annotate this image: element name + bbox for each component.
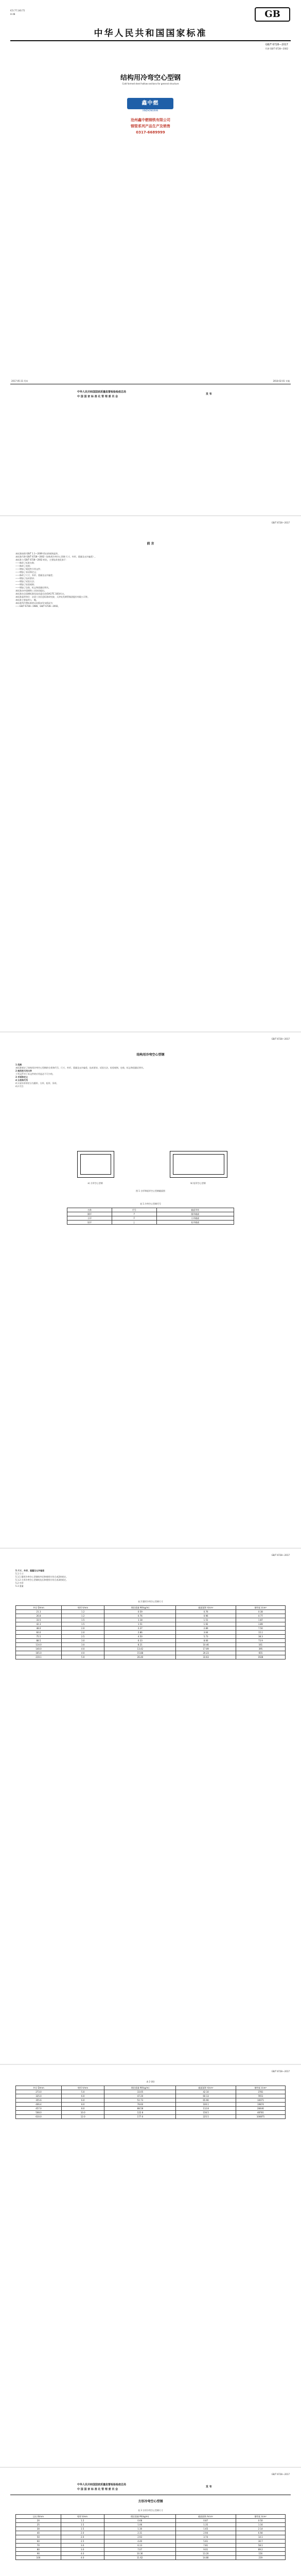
table-row: 273.0 5.0 33.05 42.10 3781 xyxy=(16,2090,286,2094)
table-row: 140.0 4.0 13.42 17.09 395 xyxy=(16,1647,286,1651)
figure-note: 图 1 方形和矩形空心型钢截面图 xyxy=(135,1190,166,1192)
table-header-row: 边长 B/mm 壁厚 t/mm 理论重量 M/(kg/m) 截面面积 A/cm² 惯性矩 I/cm⁴ xyxy=(16,2515,286,2519)
table-row: 60.0 2.0 2.86 3.64 15.1 xyxy=(16,1631,286,1635)
table-row: 114.0 3.0 8.21 10.46 161 xyxy=(16,1643,286,1647)
table-row: 26.8 1.2 0.76 0.96 0.77 xyxy=(16,1614,286,1618)
foreword-body: 本标准按照 GB/T 1.1—2009 给出的规则起草。 本标准代替 GB/T 6728—2002《结构用冷弯空心型钢 尺寸、外形、重量及允许偏差》。 本标准与 GB/T 6728—2002 相比，主要技术变化如下： ——修改了标准名称； ——修改了范围； ——增加了规范性引用文件； ——增加了术语和定义； ——修改了尺寸、外形、重量及允许偏差； ——增加了技术要求； ——增加了试验方法； ——增加了检验规则； ——增加了包装、标志和质量证明书。 本标准由中国钢铁工业协会提出。 本标准由全国钢标准化技术委员会(SAC/TC 183)归口。 本标准起草单位：冶金工业信息标准研究院、天津友发钢管集团股份有限公司等。 本标准主要起草人：略。 本标准所代替标准的历次版本发布情况为： ——GB/T 6728—1986、GB/T 6728—2002。 xyxy=(15,552,97,607)
table-row: 457.0 8.0 88.58 112.8 28446 xyxy=(16,2107,286,2111)
table-row: 33.5 1.5 1.18 1.51 1.87 xyxy=(16,1618,286,1622)
table-row: 325.0 6.0 47.20 60.13 7651 xyxy=(16,2094,286,2098)
scope-body: 1 范围 本标准规定了结构用冷弯空心型钢的分类和代号、尺寸、外形、重量及允许偏差、技术要求、试验方法、检验规则、包装、标志和质量证明书。 2 规范性引用文件 下列文件对于本文件的应用是必不可少的。 3 术语和定义 4 分类和代号 4.1 按外形形状分为圆形、方形、矩形、异形。 4.2 代号 xyxy=(15,1063,145,1088)
section-title: 方形冷弯空心型钢 xyxy=(138,2500,163,2503)
table-row: 406.4 8.0 78.60 100.1 19874 xyxy=(16,2103,286,2107)
standard-number: GB/T 6728—2017 xyxy=(265,43,288,46)
rect-section-inner xyxy=(173,1154,224,1175)
table-row: 40 2.0 2.31 2.94 6.94 xyxy=(16,2531,286,2535)
page-header: GB/T 6728—2017 xyxy=(271,521,290,524)
table-row: 30 1.5 1.30 1.65 2.14 xyxy=(16,2527,286,2531)
table-row: 610.0 12.0 177.0 225.5 100875 xyxy=(16,2115,286,2119)
table-title: 表 2 (续) xyxy=(146,2080,155,2083)
table-row: 42.3 1.5 1.51 1.92 3.89 xyxy=(16,1622,286,1626)
table-title: 表 1 冷弯空心型钢代号 xyxy=(139,1202,162,1205)
figure-caption-b: b) 矩形空心型钢 xyxy=(190,1182,206,1184)
table-row: 219.1 5.0 26.40 33.63 1928 xyxy=(16,1655,286,1659)
round-section-table-cont xyxy=(15,2086,286,2119)
body-title: 结构用冷弯空心型钢 xyxy=(136,1053,165,1057)
issuer-line2: 中 国 国 家 标 准 化 管 理 委 员 会 xyxy=(77,395,118,398)
square-section-inner xyxy=(80,1154,111,1175)
gb-logo: GB xyxy=(255,7,290,22)
scope-page xyxy=(0,1032,301,1548)
issuer-line1: 中华人民共和国国家质量监督检验检疫总局 xyxy=(77,2483,127,2486)
page-header: GB/T 6728—2017 xyxy=(271,2070,290,2073)
table-row: 方形 F 方形截面 xyxy=(67,1216,234,1221)
figure-caption-a: a) 方形空心型钢 xyxy=(87,1182,103,1184)
table-row: 矩形 J 矩形截面 xyxy=(67,1221,234,1225)
watermark-phone: 0317-6689999 xyxy=(136,130,165,134)
page-header: GB/T 6728—2017 xyxy=(271,1038,290,1040)
section-title: 前 言 xyxy=(147,542,154,546)
brand-logo: 鑫中燃 xyxy=(127,98,173,109)
replaces-note: 代替 GB/T 6728—2002 xyxy=(265,47,288,50)
table-row: 25 1.5 1.06 1.35 1.16 xyxy=(16,2523,286,2527)
table-row: 20 1.2 0.68 0.87 0.50 xyxy=(16,2519,286,2523)
table2-page xyxy=(0,1549,301,2064)
table-row: 60 2.5 4.40 5.61 30.7 xyxy=(16,2539,286,2544)
table-row: 355.6 6.0 51.73 65.90 10071 xyxy=(16,2098,286,2103)
table-row: 48.0 2.0 2.27 2.89 7.50 xyxy=(16,1626,286,1631)
ics-code: ICS 77.140.75 xyxy=(10,9,25,12)
ccs-code: H 48 xyxy=(10,13,15,15)
table-title: 表 3 方形冷弯空心型钢尺寸 xyxy=(137,2509,164,2512)
table-row: 70 3.0 6.13 7.81 58.1 xyxy=(16,2544,286,2548)
issuer-line1: 中华人民共和国国家质量监督检验检疫总局 xyxy=(77,391,127,394)
table-row: 165.0 4.0 15.88 20.23 655 xyxy=(16,1651,286,1655)
table3-page xyxy=(0,2468,301,2576)
issuer-line2: 中 国 国 家 标 准 化 管 理 委 员 会 xyxy=(77,2488,118,2491)
table-header-row: 外径 D/mm 壁厚 t/mm 理论重量 M/(kg/m) 截面面积 A/cm² 惯性矩 I/cm⁴ xyxy=(16,1606,286,1610)
publish-date: 2017-05-31 发布 xyxy=(11,380,28,382)
issuer-suffix: 发 布 xyxy=(206,2485,212,2488)
table-row: 90 4.0 10.36 13.20 156 xyxy=(16,2552,286,2556)
table2-cont-page xyxy=(0,2065,301,2467)
page-header: GB/T 6728—2017 xyxy=(271,1554,290,1556)
page-header: GB/T 6728—2017 xyxy=(271,2473,290,2476)
document-title-en: Cold formed steel hollow sections for general structure xyxy=(122,82,179,85)
document-title: 结构用冷弯空心型钢 xyxy=(120,74,181,82)
table-row: 80 3.0 7.07 9.01 89.2 xyxy=(16,2548,286,2552)
square-section-table xyxy=(15,2514,286,2560)
table-row: 75.5 2.5 4.50 5.73 38.3 xyxy=(16,1635,286,1639)
watermark-line2: 钢管系列产品生产及销售 xyxy=(131,124,170,128)
table-row: 100 4.0 11.62 14.80 219 xyxy=(16,2556,286,2560)
cover-page xyxy=(0,0,301,515)
table-row: 88.5 3.0 6.33 8.06 73.9 xyxy=(16,1639,286,1643)
watermark-stamp: 鑫中燃 XINZHONGRAN xyxy=(119,98,181,112)
code-table xyxy=(67,1208,234,1225)
table-row: 508.0 10.0 122.8 156.5 48781 xyxy=(16,2111,286,2115)
implement-date: 2018-02-01 实施 xyxy=(273,380,290,382)
table-row: 50 2.0 2.93 3.74 14.1 xyxy=(16,2535,286,2539)
issuer-suffix: 发 布 xyxy=(206,393,212,396)
table-title: 表 2 圆形冷弯空心型钢尺寸 xyxy=(137,1600,164,1603)
table-row: 21.3 1.2 0.59 0.76 0.38 xyxy=(16,1610,286,1614)
dimensions-body: 5 尺寸、外形、重量及允许偏差 5.1 尺寸 5.1.1 圆形冷弯空心型钢的外径和壁厚应符合表2的规定。 5.1.2 方形冷弯空心型钢的边长和壁厚应符合表3的规定。 5.2 外形 5.3 重量 xyxy=(15,1569,68,1587)
table-header-row: 外径 D/mm 壁厚 t/mm 理论重量 M/(kg/m) 截面面积 A/cm² 惯性矩 I/cm⁴ xyxy=(16,2086,286,2090)
table-row: 圆形 Y 圆形截面 xyxy=(67,1212,234,1216)
foreword-page xyxy=(0,516,301,1031)
table-header-row: 名称 代号 截面形状 xyxy=(67,1208,234,1212)
round-section-table xyxy=(15,1605,286,1659)
watermark-line1: 沧州鑫中燃钢铁有限公司 xyxy=(131,118,170,122)
cover-title: 中华人民共和国国家标准 xyxy=(94,28,207,39)
